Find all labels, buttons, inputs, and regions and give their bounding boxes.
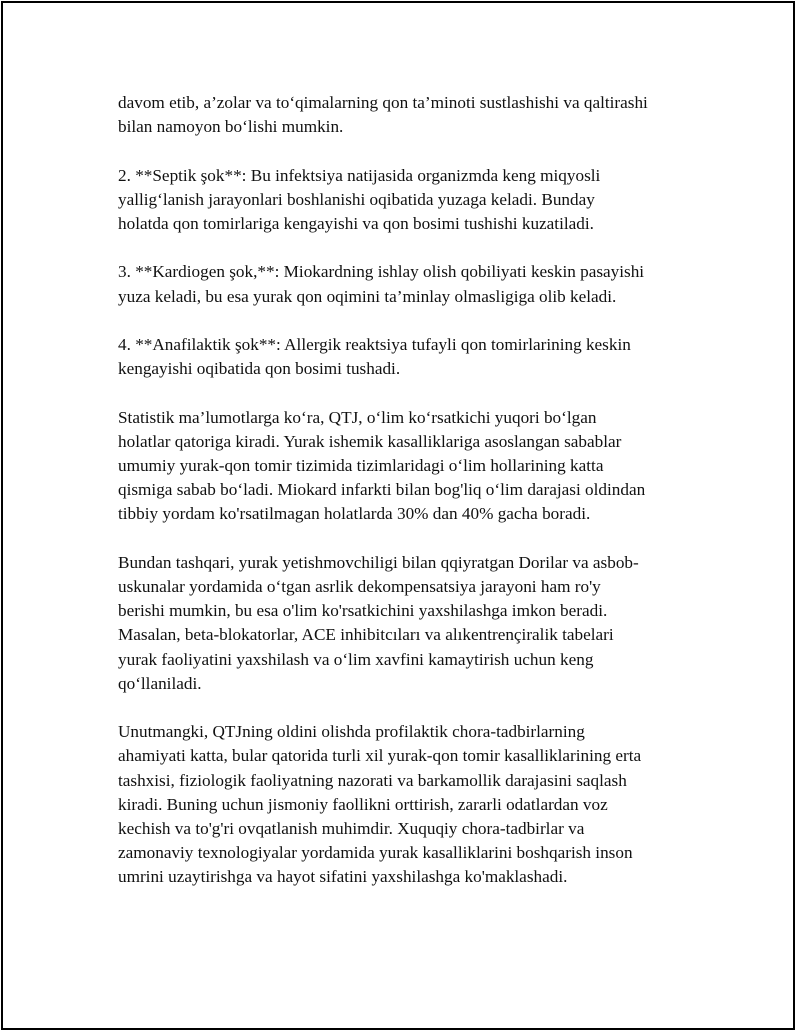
document-body (118, 91, 688, 914)
paragraph-treatment (118, 551, 688, 696)
text-line: zamonaviy texnologiyalar yordamida yurak kasalliklarini boshqarish inson (118, 843, 633, 863)
text-line: tashxisi, fiziologik faoliyatning nazorati va barkamollik darajasini saqlash (118, 770, 627, 790)
text-line: qo‘llaniladi. (118, 673, 202, 693)
text-line: holatlar qatoriga kiradi. Yurak ishemik kasalliklariga asoslangan sabablar (118, 431, 622, 451)
text-line: Masalan, beta-blokatorlar, ACE inhibitcıları va alıkentrençiralik tabelari (118, 625, 614, 645)
text-line: umumiy yurak-qon tomir tizimida tizimlaridagi o‘lim hollarining katta (118, 455, 604, 475)
text-line: yurak faoliyatini yaxshilash va o‘lim xavfini kamaytirish uchun keng (118, 649, 594, 669)
text-line: Unutmangki, QTJning oldini olishda profilaktik chora-tadbirlarning (118, 722, 585, 742)
paragraph-anafilaktik-shok (118, 333, 688, 381)
text-line: Bundan tashqari, yurak yetishmovchiligi bilan qqiyratgan Dorilar va asbob- (118, 552, 639, 572)
text-line: kiradi. Buning uchun jismoniy faollikni orttirish, zararli odatlardan voz (118, 794, 608, 814)
text-line: davom etib, a’zolar va to‘qimalarning qon ta’minoti sustlashishi va qaltirashi (118, 93, 648, 112)
text-line: qismiga sabab bo‘ladi. Miokard infarkti bilan bog'liq o‘lim darajasi oldindan (118, 480, 646, 500)
text-line: 3. **Kardiogen şok,**: Miokardning ishlay olish qobiliyati keskin pasayishi (118, 262, 645, 282)
text-line: bilan namoyon bo‘lishi mumkin. (118, 117, 344, 137)
paragraph-kardiogen-shok (118, 260, 688, 308)
text-line: ahamiyati katta, bular qatorida turli xil yurak-qon tomir kasalliklarining erta (118, 746, 642, 766)
text-line: kechish va to'g'ri ovqatlanish muhimdir. Xuquqiy chora-tadbirlar va (118, 819, 585, 838)
text-line: Statistik ma’lumotlarga ko‘ra, QTJ, o‘lim ko‘rsatkichi yuqori bo‘lgan (118, 407, 597, 427)
text-line: 4. **Anafilaktik şok**: Allergik reaktsiya tufayli qon tomirlarining keskin (118, 334, 631, 354)
paragraph-1 (118, 91, 688, 139)
paragraph-septik-shok (118, 164, 688, 237)
text-line: yuza keladi, bu esa yurak qon oqimini ta’minlay olmasligiga olib keladi. (118, 286, 617, 306)
text-line: umrini uzaytirishga va hayot sifatini yaxshilashga ko'maklashadi. (118, 867, 568, 887)
paragraph-prevention (118, 720, 688, 889)
text-line: berishi mumkin, bu esa o'lim ko'rsatkichini yaxshilashga imkon beradi. (118, 601, 608, 621)
text-line: yallig‘lanish jarayonlari boshlanishi oqibatida yuzaga keladi. Bunday (118, 189, 595, 209)
paragraph-statistics (118, 406, 688, 527)
text-line: uskunalar yordamida o‘tgan asrlik dekompensatsiya jarayoni ham ro'y (118, 576, 601, 596)
text-line: 2. **Septik şok**: Bu infektsiya natijasida organizmda keng miqyosli (118, 165, 601, 185)
text-line: holatda qon tomirlariga kengayishi va qon bosimi tushishi kuzatiladi. (118, 214, 594, 233)
text-line: kengayishi oqibatida qon bosimi tushadi. (118, 359, 401, 379)
text-line: tibbiy yordam ko'rsatilmagan holatlarda 30% dan 40% gacha boradi. (118, 504, 591, 524)
